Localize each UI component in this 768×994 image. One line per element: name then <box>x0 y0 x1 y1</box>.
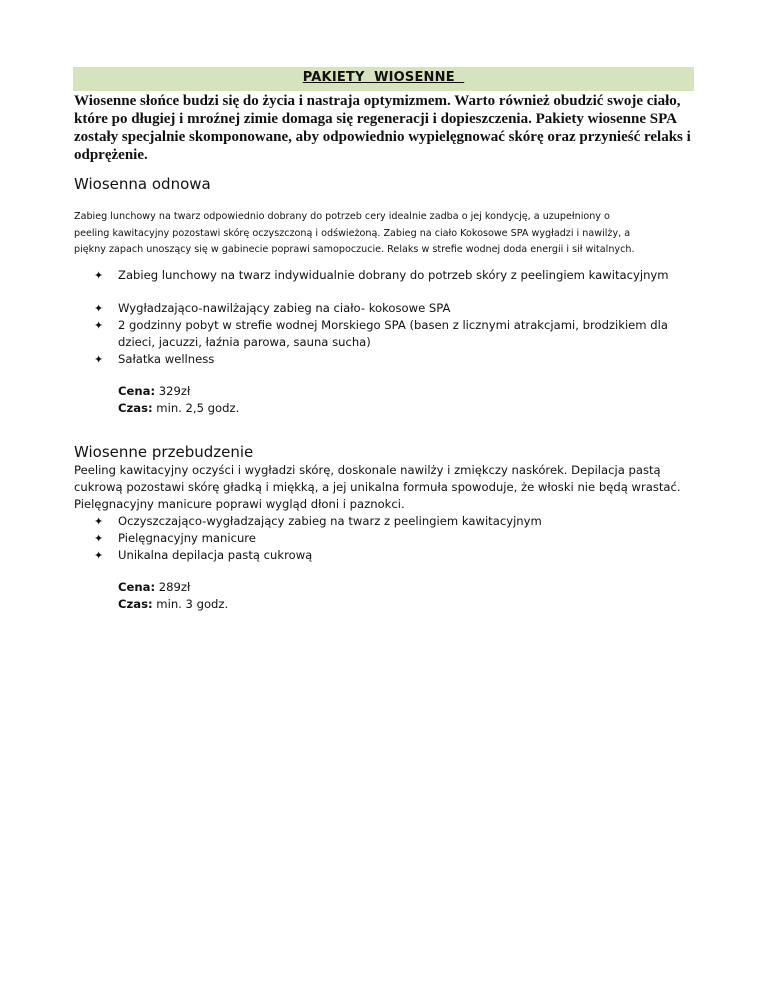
section-heading-wiosenna-odnowa: Wiosenna odnowa <box>74 175 211 193</box>
section2-paragraph-line: Peeling kawitacyjny oczyści i wygładzi skórę, doskonale nawilży i zmiękczy naskórek. Depilacja pastą <box>74 463 661 477</box>
section2-bullet-list <box>94 513 704 564</box>
four-pointed-star-icon: ✦ <box>94 319 104 332</box>
section1-price-block <box>118 383 239 417</box>
time-label: Czas: <box>118 401 153 415</box>
page-title: PAKIETY WIOSENNE <box>302 70 465 85</box>
section2-paragraph <box>74 462 714 513</box>
time-line <box>118 400 239 417</box>
section1-paragraph-line: peeling kawitacyjny pozostawi skórę oczyszczoną i odświeżoną. Zabieg na ciało Kokosowe SPA wygładzi i nawilży, a <box>74 227 631 239</box>
list-item <box>94 300 704 317</box>
four-pointed-star-icon: ✦ <box>94 269 104 282</box>
section1-paragraph-line: piękny zapach unoszący się w gabinecie poprawi samopoczucie. Relaks w strefie wodnej doda energii i sił witalnych. <box>74 244 635 255</box>
four-pointed-star-icon: ✦ <box>94 353 104 366</box>
four-pointed-star-icon: ✦ <box>94 532 104 545</box>
list-item <box>94 547 704 564</box>
list-item-text: Sałatka wellness <box>118 352 215 366</box>
list-item <box>94 267 704 284</box>
price-value: 289zł <box>155 580 191 594</box>
section1-paragraph <box>74 209 714 259</box>
list-item <box>94 317 704 351</box>
time-value: min. 3 godz. <box>152 597 229 611</box>
section2-paragraph-line: Pielęgnacyjny manicure poprawi wygląd dłoni i paznokci. <box>74 497 405 511</box>
intro-paragraph: Wiosenne słońce budzi się do życia i nastraja optymizmem. Warto również obudzić swoje ciało, które po długiej i mroźnej zimie domaga się regeneracji i dopieszczenia. Pakiety wiosenne SPA zostały specjalnie skomponowane, aby odpowiednio wypielęgnować skórę oraz przynieść relaks i odprężenie. <box>74 93 691 163</box>
section1-bullet-list-2 <box>94 300 704 368</box>
time-label: Czas: <box>118 597 153 611</box>
list-item-text: Pielęgnacyjny manicure <box>118 531 256 545</box>
four-pointed-star-icon: ✦ <box>94 302 104 315</box>
section2-price-block <box>118 579 228 613</box>
list-item <box>94 351 704 368</box>
four-pointed-star-icon: ✦ <box>94 549 104 562</box>
list-item-text: Unikalna depilacja pastą cukrową <box>118 548 313 562</box>
list-item-text: Zabieg lunchowy na twarz indywidualnie dobrany do potrzeb skóry z peelingiem kawitacyjnym <box>118 268 669 282</box>
list-item <box>94 513 704 530</box>
list-item-text: 2 godzinny pobyt w strefie wodnej Morskiego SPA (basen z licznymi atrakcjami, brodzikiem dla dzieci, jacuzzi, łaźnia parowa, sauna sucha) <box>118 318 668 349</box>
price-line <box>118 383 239 400</box>
price-label: Cena: <box>118 580 156 594</box>
title-bar <box>73 67 694 91</box>
price-line <box>118 579 228 596</box>
section2-paragraph-line: cukrową pozostawi skórę gładką i miękką, a jej unikalna formuła spowoduje, że włoski nie będą wrastać. <box>74 480 681 494</box>
time-line <box>118 596 228 613</box>
time-value: min. 2,5 godz. <box>152 401 240 415</box>
four-pointed-star-icon: ✦ <box>94 515 104 528</box>
list-item-text: Wygładzająco-nawilżający zabieg na ciało- kokosowe SPA <box>118 301 451 315</box>
section1-paragraph-line: Zabieg lunchowy na twarz odpowiednio dobrany do potrzeb cery idealnie zadba o jej kondycję, a uzupełniony o <box>74 211 610 222</box>
price-label: Cena: <box>118 384 156 398</box>
section1-bullet-list-1 <box>94 267 704 284</box>
section-heading-wiosenne-przebudzenie: Wiosenne przebudzenie <box>74 443 254 461</box>
list-item <box>94 530 704 547</box>
list-item-text: Oczyszczająco-wygładzający zabieg na twarz z peelingiem kawitacyjnym <box>118 514 542 528</box>
price-value: 329zł <box>155 384 191 398</box>
